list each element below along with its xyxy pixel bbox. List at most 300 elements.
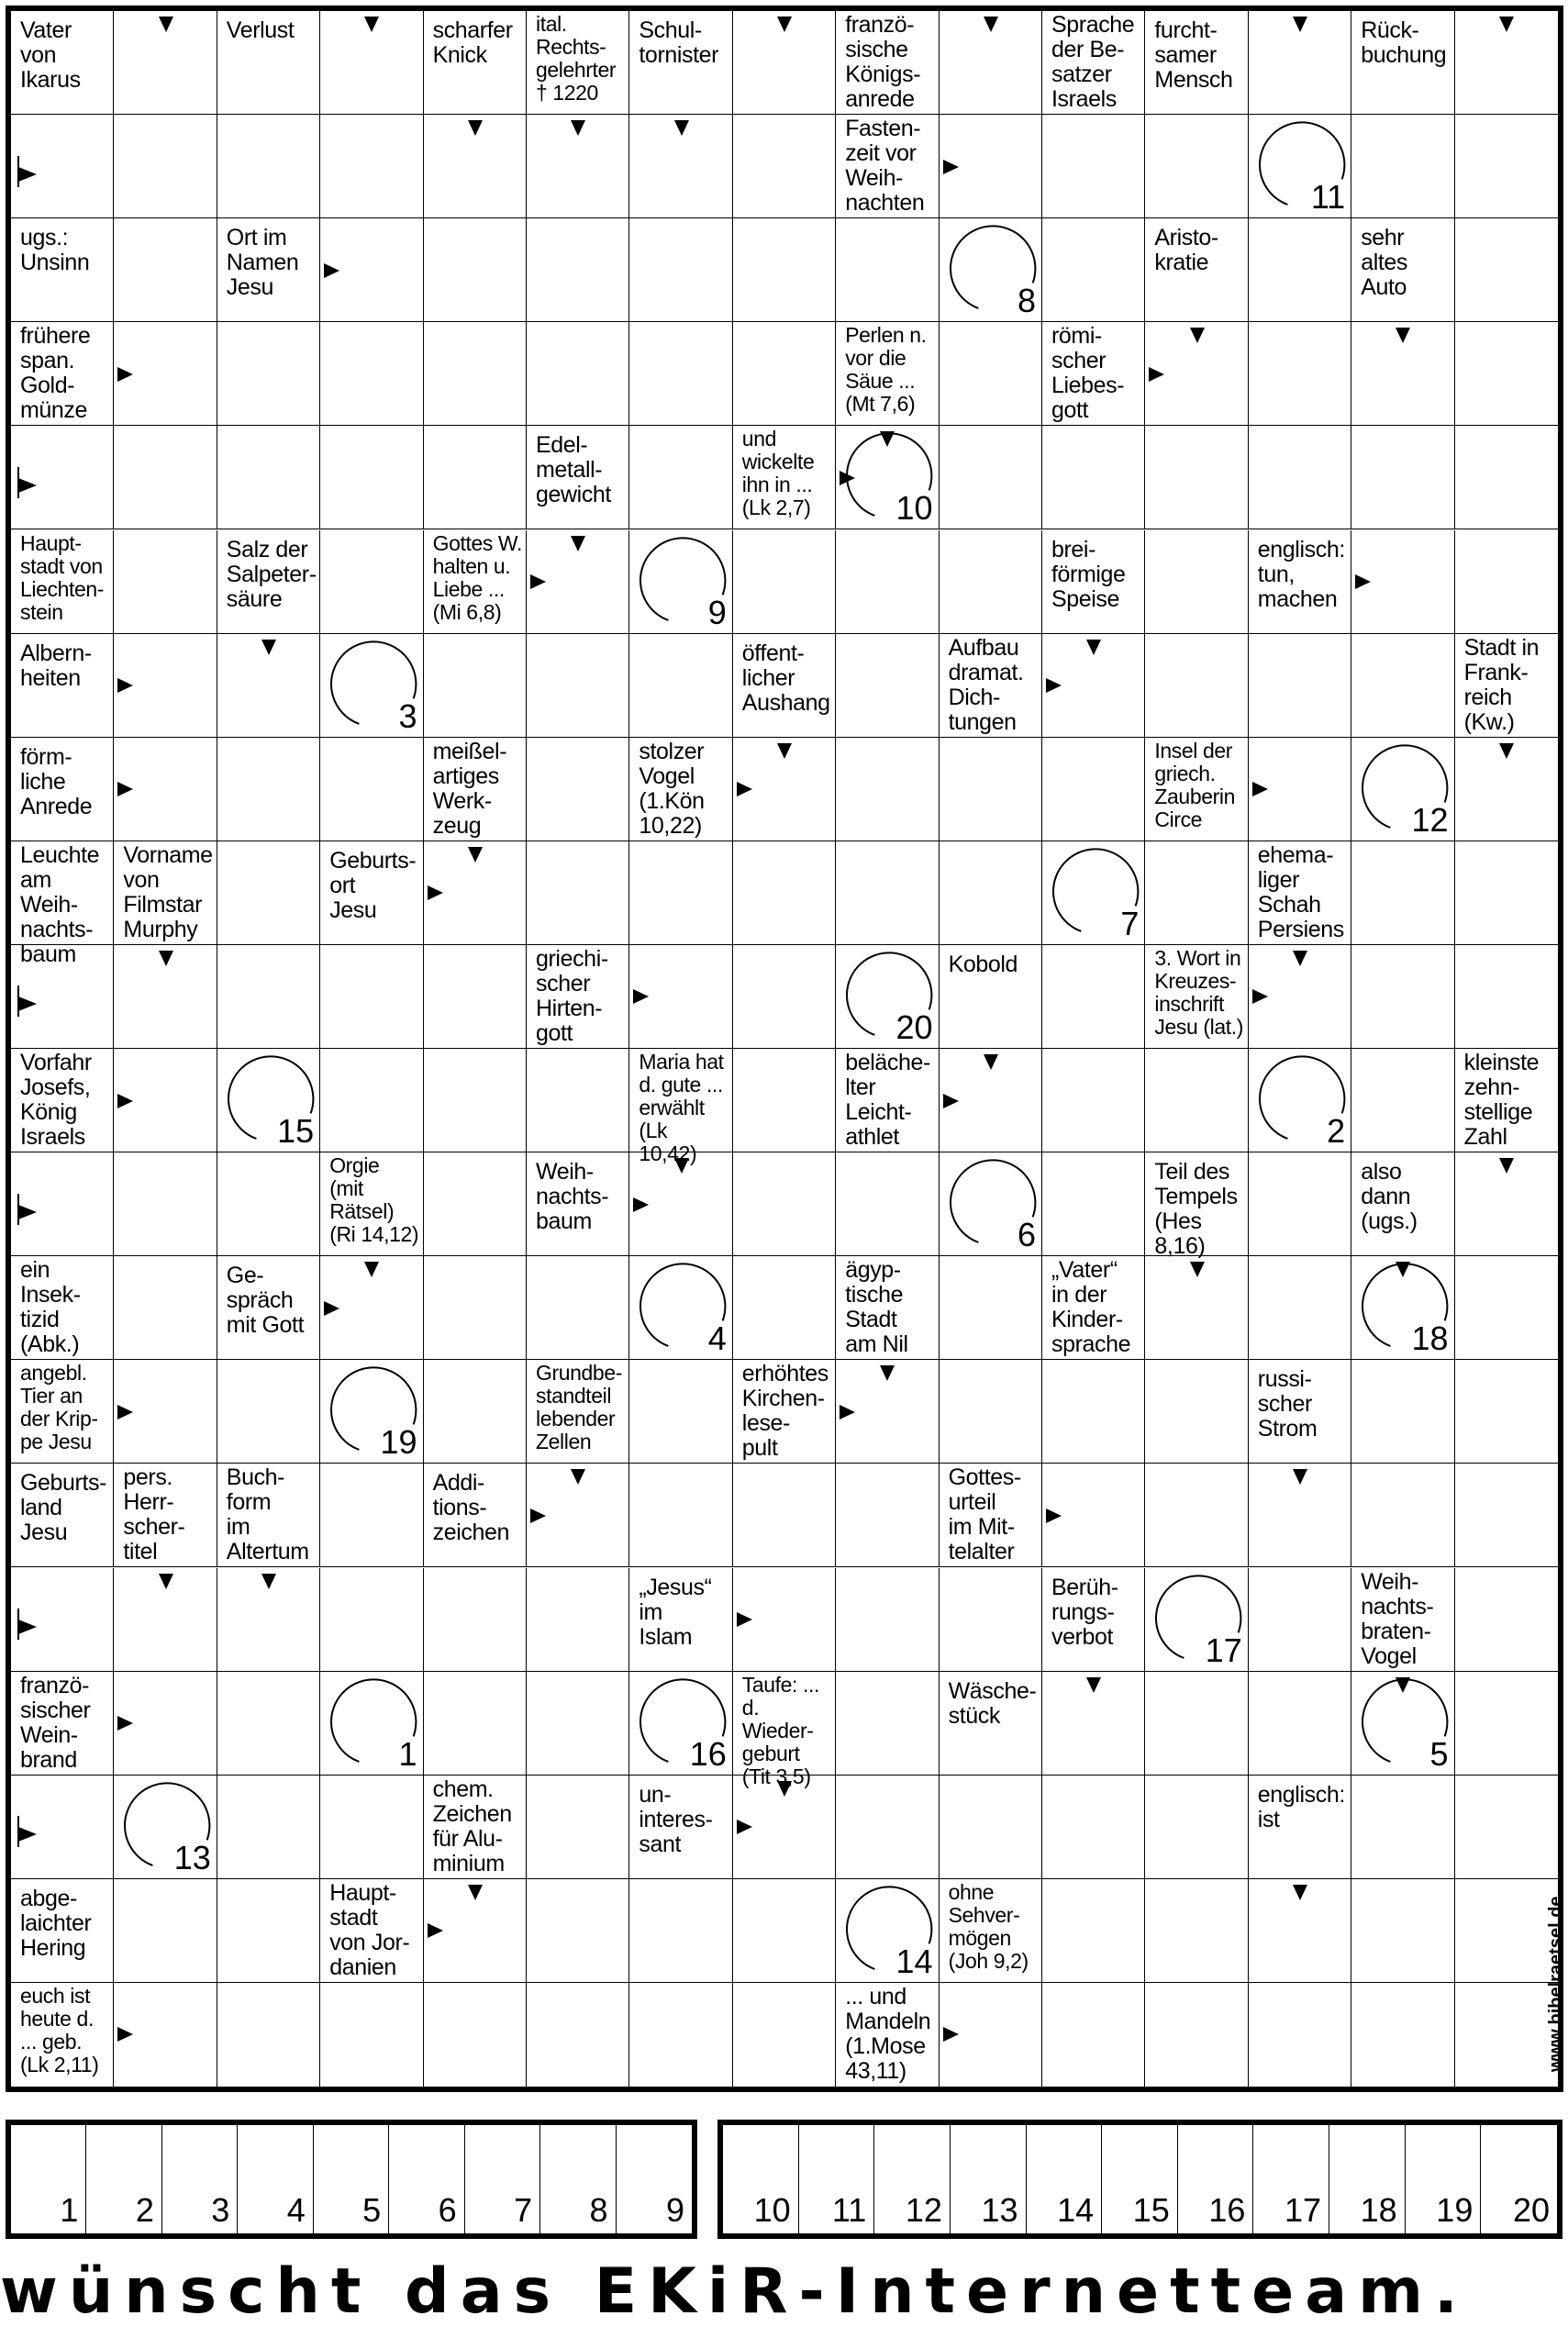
clue-text: kleinste zehn- stellige Zahl [1463,1050,1540,1150]
arrow-right-icon [428,1923,443,1938]
grid-cell[interactable] [1042,1152,1145,1256]
solution-letter-box[interactable] [86,2125,161,2233]
grid-cell[interactable] [1042,426,1145,529]
grid-cell[interactable] [527,1049,629,1152]
grid-cell[interactable] [940,115,1042,218]
grid-cell[interactable] [733,1568,836,1672]
grid-cell[interactable] [114,1983,217,2087]
grid-cell[interactable] [217,1776,320,1879]
grid-cell[interactable] [1351,1256,1454,1360]
grid-cell[interactable] [1455,1983,1558,2087]
grid-cell[interactable] [11,945,114,1049]
grid-cell[interactable] [1351,1879,1454,1983]
grid-cell[interactable] [629,218,732,322]
grid-cell[interactable] [629,115,732,218]
grid-cell[interactable] [1249,1256,1351,1360]
grid-cell[interactable] [940,11,1042,115]
grid-cell[interactable] [320,1464,423,1567]
grid-cell[interactable] [1351,1464,1454,1567]
grid-cell[interactable] [1455,1256,1558,1360]
grid-cell[interactable] [629,841,732,945]
grid-cell[interactable] [424,115,527,218]
clue-cell [836,1983,939,2087]
arrow-down-icon [159,951,173,966]
grid-cell[interactable] [1249,218,1351,322]
clue-cell [1249,1776,1351,1879]
grid-cell[interactable] [320,738,423,841]
grid-cell[interactable] [1455,1360,1558,1464]
arrow-down-icon [1396,1262,1410,1277]
grid-cell[interactable] [320,322,423,426]
solution-number: 18 [1411,1319,1449,1358]
grid-cell[interactable] [527,1983,629,2087]
grid-cell[interactable] [424,634,527,738]
grid-cell[interactable] [1249,1672,1351,1776]
clue-cell [629,11,732,115]
grid-cell[interactable] [836,1776,939,1879]
grid-cell[interactable] [733,1152,836,1256]
grid-cell[interactable] [11,1568,114,1672]
grid-cell[interactable] [1455,1776,1558,1879]
grid-cell[interactable] [1145,115,1248,218]
grid-cell[interactable] [424,841,527,945]
solution-number: 8 [1017,282,1036,320]
grid-cell[interactable] [1249,426,1351,529]
clue-cell [527,945,629,1049]
clue-cell [1145,218,1248,322]
grid-cell[interactable] [114,945,217,1049]
clue-cell [217,218,320,322]
clue-text: römi- scher Liebes- gott [1051,323,1125,424]
grid-cell[interactable] [1455,945,1558,1049]
grid-cell[interactable] [836,1152,939,1256]
grid-cell[interactable] [1042,115,1145,218]
grid-cell[interactable] [527,1776,629,1879]
grid-cell[interactable] [114,322,217,426]
grid-cell[interactable] [217,115,320,218]
grid-cell[interactable] [1455,115,1558,218]
clue-text: Addi- tions- zeichen [432,1470,509,1546]
clue-text: „Vater“ in der Kinder- sprache [1051,1257,1131,1358]
solution-letter-box[interactable] [1027,2125,1103,2233]
grid-cell[interactable] [836,1568,939,1672]
clue-cell [1145,945,1248,1049]
grid-cell[interactable] [733,1049,836,1152]
grid-cell[interactable] [940,530,1042,634]
grid-cell[interactable] [217,1360,320,1464]
grid-cell[interactable] [217,1672,320,1776]
grid-cell[interactable] [733,1464,836,1567]
grid-cell[interactable] [114,218,217,322]
grid-cell[interactable] [11,115,114,218]
grid-cell[interactable] [1042,1049,1145,1152]
grid-cell[interactable] [940,322,1042,426]
clue-cell [424,1464,527,1567]
solution-letter-box[interactable] [540,2125,616,2233]
grid-cell[interactable] [424,1256,527,1360]
solution-letter-box[interactable] [1329,2125,1406,2233]
grid-cell[interactable] [836,1360,939,1464]
grid-cell[interactable] [1042,1776,1145,1879]
grid-cell[interactable] [320,1049,423,1152]
grid-cell[interactable] [1145,841,1248,945]
grid-cell[interactable] [217,1568,320,1672]
grid-cell[interactable] [114,115,217,218]
clue-cell [1455,634,1558,738]
grid-cell[interactable] [836,945,939,1049]
solution-letter-box[interactable] [874,2125,951,2233]
grid-cell[interactable] [940,426,1042,529]
arrow-down-right-icon [17,465,44,502]
grid-cell[interactable] [629,1464,732,1567]
solution-letter-box[interactable] [1178,2125,1254,2233]
grid-cell[interactable] [1145,1360,1248,1464]
grid-cell[interactable] [1145,1879,1248,1983]
grid-cell[interactable] [836,634,939,738]
solution-letter-box[interactable] [1102,2125,1178,2233]
grid-cell[interactable] [1042,1983,1145,2087]
grid-cell[interactable] [1249,11,1351,115]
grid-cell[interactable] [733,1776,836,1879]
grid-cell[interactable] [1145,530,1248,634]
grid-cell[interactable] [629,1672,732,1776]
solution-letter-box[interactable] [389,2125,464,2233]
grid-cell[interactable] [629,530,732,634]
grid-cell[interactable] [527,1672,629,1776]
grid-cell[interactable] [424,218,527,322]
arrow-right-icon [1046,678,1062,693]
grid-cell[interactable] [320,634,423,738]
grid-cell[interactable] [1455,1152,1558,1256]
solution-letter-box[interactable] [1406,2125,1482,2233]
credit [1544,1854,1566,2074]
grid-cell[interactable] [1249,634,1351,738]
grid-cell[interactable] [11,1776,114,1879]
grid-cell[interactable] [114,1568,217,1672]
grid-cell[interactable] [320,1776,423,1879]
grid-cell[interactable] [1249,1464,1351,1567]
clue-cell [1455,1049,1558,1152]
grid-cell[interactable] [217,841,320,945]
grid-cell[interactable] [1351,530,1454,634]
grid-cell[interactable] [217,634,320,738]
grid-cell[interactable] [217,322,320,426]
grid-cell[interactable] [217,945,320,1049]
grid-cell[interactable] [629,1152,732,1256]
grid-cell[interactable] [527,1464,629,1567]
arrow-down-icon [1293,1885,1307,1900]
grid-cell[interactable] [1249,1983,1351,2087]
grid-cell[interactable] [733,1983,836,2087]
grid-cell[interactable] [1249,115,1351,218]
grid-cell[interactable] [1042,634,1145,738]
grid-cell[interactable] [733,738,836,841]
grid-cell[interactable] [733,11,836,115]
clue-cell [733,1672,836,1788]
grid-cell[interactable] [114,738,217,841]
grid-cell[interactable] [424,322,527,426]
grid-cell[interactable] [114,1360,217,1464]
grid-cell[interactable] [11,1152,114,1256]
grid-cell[interactable] [424,1049,527,1152]
solution-letter-box[interactable] [314,2125,389,2233]
clue-cell [1249,530,1351,634]
arrow-down-right-icon [17,154,44,191]
grid-cell[interactable] [1145,1256,1248,1360]
clue-text: Rück- buchung [1361,17,1447,68]
grid-cell[interactable] [1145,426,1248,529]
grid-cell[interactable] [320,1568,423,1672]
clue-text: Orgie (mit Rätsel) (Ri 14,12) [329,1153,419,1247]
clue-text: scharfer Knick [432,17,513,68]
grid-cell[interactable] [1145,1672,1248,1776]
grid-cell[interactable] [424,1152,527,1256]
grid-cell[interactable] [733,1879,836,1983]
grid-cell[interactable] [1145,1464,1248,1567]
grid-cell[interactable] [527,530,629,634]
grid-cell[interactable] [629,322,732,426]
solution-letter-number: 6 [438,2191,457,2229]
grid-cell[interactable] [11,426,114,529]
grid-cell[interactable] [424,426,527,529]
grid-cell[interactable] [1455,322,1558,426]
clue-text: Vorfahr Josefs, König Israels [20,1050,92,1150]
grid-cell[interactable] [940,1568,1042,1672]
grid-cell[interactable] [1351,1049,1454,1152]
grid-cell[interactable] [424,1568,527,1672]
grid-cell[interactable] [733,115,836,218]
grid-cell[interactable] [1042,841,1145,945]
clue-text: also dann (ugs.) [1361,1159,1418,1235]
clue-cell [1042,1568,1145,1672]
grid-cell[interactable] [114,1879,217,1983]
grid-cell[interactable] [940,1776,1042,1879]
grid-cell[interactable] [217,1049,320,1152]
clue-cell [733,1360,836,1464]
arrow-down-icon [1293,17,1307,32]
grid-cell[interactable] [424,1672,527,1776]
grid-cell[interactable] [1145,1776,1248,1879]
grid-cell[interactable] [1042,1464,1145,1567]
grid-cell[interactable] [733,841,836,945]
grid-cell[interactable] [733,1256,836,1360]
clue-text: Perlen n. vor die Säue ... (Mt 7,6) [845,323,927,417]
grid-cell[interactable] [940,1256,1042,1360]
grid-cell[interactable] [527,841,629,945]
grid-cell[interactable] [733,945,836,1049]
grid-cell[interactable] [424,1983,527,2087]
grid-cell[interactable] [114,426,217,529]
grid-cell[interactable] [320,945,423,1049]
grid-cell[interactable] [527,322,629,426]
grid-cell[interactable] [1042,1672,1145,1776]
grid-cell[interactable] [424,945,527,1049]
grid-cell[interactable] [1042,1360,1145,1464]
grid-cell[interactable] [940,1152,1042,1256]
solution-letter-box[interactable] [1481,2125,1557,2233]
grid-cell[interactable] [114,1672,217,1776]
arrow-right-icon [633,989,649,1004]
solution-letter-number: 5 [362,2191,382,2229]
grid-cell[interactable] [1351,1360,1454,1464]
solution-letter-box[interactable] [238,2125,313,2233]
solution-letter-box[interactable] [799,2125,875,2233]
grid-cell[interactable] [424,1879,527,1983]
grid-cell[interactable] [836,1672,939,1776]
grid-cell[interactable] [1249,322,1351,426]
grid-cell[interactable] [527,1879,629,1983]
grid-cell[interactable] [114,1256,217,1360]
grid-cell[interactable] [629,1983,732,2087]
grid-cell[interactable] [1351,115,1454,218]
grid-cell[interactable] [1455,1568,1558,1672]
solution-number: 15 [277,1112,315,1151]
grid-cell[interactable] [217,1879,320,1983]
clue-text: Stadt in Frank- reich (Kw.) [1463,634,1540,735]
arrow-down-icon [1086,640,1101,655]
clue-text: Weih- nachts- baum [536,1159,609,1235]
grid-cell[interactable] [940,218,1042,322]
grid-cell[interactable] [1145,322,1248,426]
grid-cell[interactable] [629,426,732,529]
arrow-right-icon [117,782,133,796]
credit-text: www.bibelraetsel.de [1546,1896,1566,2072]
clue-text: Buch- form im Altertum [226,1464,309,1565]
grid-cell[interactable] [114,1049,217,1152]
grid-cell[interactable] [940,738,1042,841]
grid-cell[interactable] [733,322,836,426]
grid-cell[interactable] [320,1360,423,1464]
grid-cell[interactable] [1455,11,1558,115]
grid-cell[interactable] [1455,1464,1558,1567]
grid-cell[interactable] [940,1983,1042,2087]
solution-letter-number: 13 [981,2191,1018,2229]
solution-letter-box[interactable] [1253,2125,1329,2233]
grid-cell[interactable] [320,1983,423,2087]
grid-cell[interactable] [629,634,732,738]
grid-cell[interactable] [527,634,629,738]
grid-cell[interactable] [217,738,320,841]
clue-cell [836,11,939,115]
grid-cell[interactable] [320,1256,423,1360]
grid-cell[interactable] [1351,945,1454,1049]
grid-cell[interactable] [527,218,629,322]
grid-cell[interactable] [836,218,939,322]
grid-cell[interactable] [836,1879,939,1983]
grid-cell[interactable] [733,530,836,634]
grid-cell[interactable] [1042,738,1145,841]
grid-cell[interactable] [320,11,423,115]
grid-cell[interactable] [836,841,939,945]
arrow-down-icon [777,743,792,759]
grid-cell[interactable] [1351,634,1454,738]
grid-cell[interactable] [1455,1672,1558,1776]
grid-cell[interactable] [1351,1776,1454,1879]
grid-cell[interactable] [320,115,423,218]
grid-cell[interactable] [114,1776,217,1879]
grid-cell[interactable] [1351,1983,1454,2087]
grid-cell[interactable] [629,1360,732,1464]
grid-cell[interactable] [217,1152,320,1256]
arrow-right-icon [428,885,443,900]
grid-cell[interactable] [1351,738,1454,841]
grid-cell[interactable] [1351,426,1454,529]
grid-cell[interactable] [527,738,629,841]
arrow-right-icon [117,678,133,693]
grid-cell[interactable] [1249,1568,1351,1672]
grid-cell[interactable] [424,1360,527,1464]
grid-cell[interactable] [217,426,320,529]
grid-cell[interactable] [1145,634,1248,738]
grid-cell[interactable] [114,11,217,115]
solution-letter-box[interactable] [465,2125,540,2233]
grid-cell[interactable] [320,218,423,322]
grid-cell[interactable] [320,426,423,529]
clue-cell [527,426,629,529]
grid-cell[interactable] [1455,841,1558,945]
grid-cell[interactable] [836,530,939,634]
grid-cell[interactable] [1145,1983,1248,2087]
solution-letter-box[interactable] [723,2125,799,2233]
grid-cell[interactable] [1249,1152,1351,1256]
grid-cell[interactable] [1351,1672,1454,1776]
grid-cell[interactable] [629,1256,732,1360]
grid-cell[interactable] [1455,1879,1558,1983]
grid-cell[interactable] [836,738,939,841]
grid-cell[interactable] [629,1879,732,1983]
solution-letter-box[interactable] [951,2125,1027,2233]
grid-cell[interactable] [1455,738,1558,841]
grid-cell[interactable] [1249,738,1351,841]
grid-cell[interactable] [1249,945,1351,1049]
grid-cell[interactable] [527,115,629,218]
grid-cell[interactable] [1455,426,1558,529]
grid-cell[interactable] [1249,1049,1351,1152]
grid-cell[interactable] [1042,218,1145,322]
arrow-right-icon [117,1405,133,1419]
solution-letter-box[interactable] [617,2125,692,2233]
solution-letter-box[interactable] [11,2125,86,2233]
grid-cell[interactable] [1042,1879,1145,1983]
grid-cell[interactable] [733,218,836,322]
grid-cell[interactable] [320,1672,423,1776]
grid-cell[interactable] [1351,841,1454,945]
grid-cell[interactable] [114,634,217,738]
grid-cell[interactable] [114,530,217,634]
grid-cell[interactable] [1455,530,1558,634]
grid-cell[interactable] [940,1049,1042,1152]
grid-cell[interactable] [836,1464,939,1567]
grid-cell[interactable] [1249,1879,1351,1983]
grid-cell[interactable] [940,841,1042,945]
grid-cell[interactable] [836,426,939,529]
grid-cell[interactable] [1145,1568,1248,1672]
grid-cell[interactable] [527,1568,629,1672]
grid-cell[interactable] [1455,218,1558,322]
arrow-down-icon [984,1054,998,1070]
grid-cell[interactable] [217,1983,320,2087]
grid-cell[interactable] [527,1256,629,1360]
grid-cell[interactable] [1351,322,1454,426]
grid-cell[interactable] [1145,1049,1248,1152]
grid-cell[interactable] [629,945,732,1049]
grid-cell[interactable] [114,1152,217,1256]
arrow-right-icon [1252,782,1268,796]
grid-cell[interactable] [940,1360,1042,1464]
solution-letter-box[interactable] [162,2125,238,2233]
grid-cell[interactable] [320,530,423,634]
grid-cell[interactable] [1042,945,1145,1049]
